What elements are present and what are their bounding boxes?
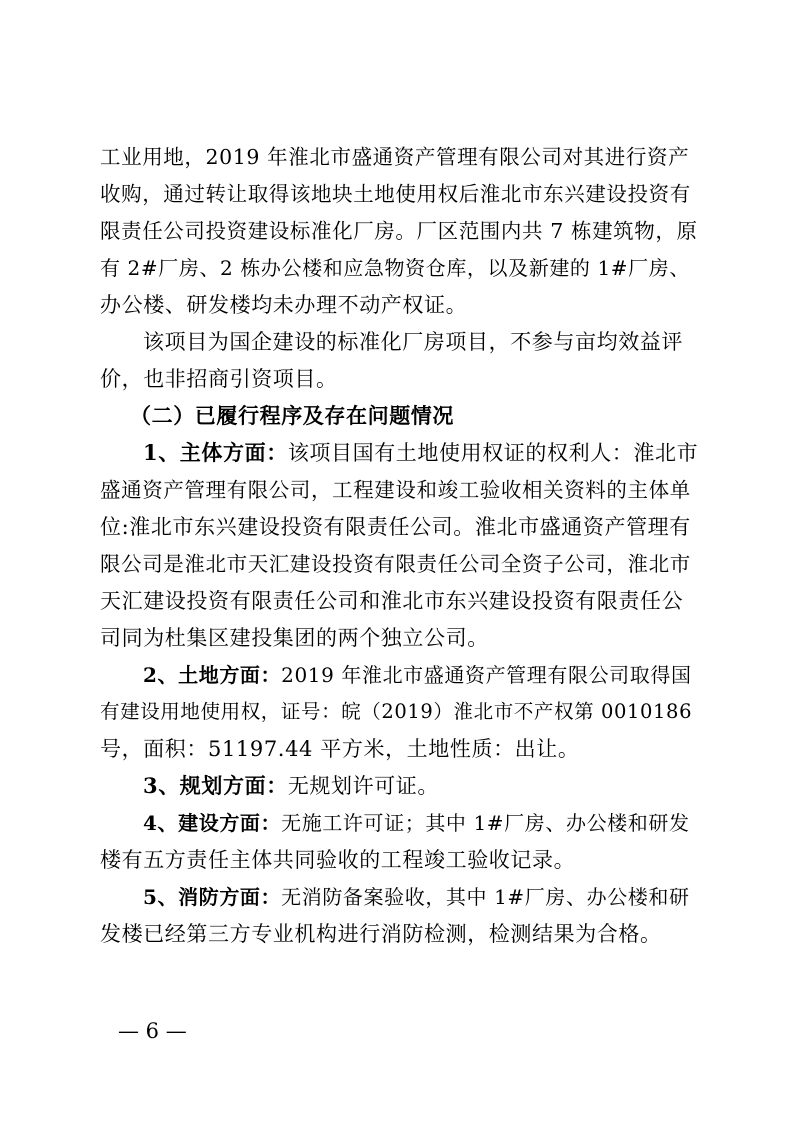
body-line: 位:淮北市东兴建设投资有限责任公司。淮北市盛通资产管理有 bbox=[100, 515, 691, 539]
item-1-text: 该项目国有土地使用权证的权利人：淮北市 bbox=[287, 441, 699, 465]
item-4-first-line bbox=[143, 808, 690, 838]
item-2-text: 2019 年淮北市盛通资产管理有限公司取得国 bbox=[281, 663, 692, 687]
item-3-text: 无规划许可证。 bbox=[287, 774, 440, 798]
item-5-first-line bbox=[143, 882, 690, 912]
item-5-label: 5、消防方面： bbox=[143, 885, 282, 909]
item-3-first-line bbox=[143, 771, 439, 801]
page-number: — 6 — bbox=[118, 1019, 187, 1043]
body-line: 该项目为国企建设的标准化厂房项目，不参与亩均效益评 bbox=[143, 330, 683, 354]
body-line: 号，面积：51197.44 平方米，土地性质：出让。 bbox=[100, 737, 580, 761]
body-line: 收购，通过转让取得该地块土地使用权后淮北市东兴建设投资有 bbox=[100, 182, 691, 206]
item-4-text: 无施工许可证；其中 1#厂房、办公楼和研发 bbox=[281, 811, 690, 835]
body-line: 办公楼、研发楼均未办理不动产权证。 bbox=[100, 293, 468, 317]
item-2-label: 2、土地方面： bbox=[143, 663, 282, 687]
body-line: 工业用地，2019 年淮北市盛通资产管理有限公司对其进行资产 bbox=[100, 145, 690, 169]
item-5-text: 无消防备案验收，其中 1#厂房、办公楼和研 bbox=[281, 885, 690, 909]
body-line: 有 2#厂房、2 栋办公楼和应急物资仓库，以及新建的 1#厂房、 bbox=[100, 256, 690, 280]
body-line: 天汇建设投资有限责任公司和淮北市东兴建设投资有限责任公 bbox=[100, 589, 684, 613]
body-line: 限责任公司投资建设标准化厂房。厂区范围内共 7 栋建筑物，原 bbox=[100, 219, 698, 243]
body-line: 盛通资产管理有限公司，工程建设和竣工验收相关资料的主体单 bbox=[100, 478, 691, 502]
section-heading: （二）已履行程序及存在问题情况 bbox=[130, 403, 454, 428]
body-line: 价，也非招商引资项目。 bbox=[100, 367, 338, 391]
body-line: 限公司是淮北市天汇建设投资有限责任公司全资子公司，淮北市 bbox=[100, 552, 691, 576]
body-line: 发楼已经第三方专业机构进行消防检测，检测结果为合格。 bbox=[100, 922, 662, 946]
item-1-first-line bbox=[143, 438, 698, 468]
body-line: 司同为杜集区建投集团的两个独立公司。 bbox=[100, 626, 489, 650]
body-line: 楼有五方责任主体共同验收的工程竣工验收记录。 bbox=[100, 848, 576, 872]
item-4-label: 4、建设方面： bbox=[143, 811, 282, 835]
item-2-first-line bbox=[143, 660, 692, 690]
item-1-label: 1、主体方面： bbox=[143, 440, 288, 465]
body-line: 有建设用地使用权，证号：皖（2019）淮北市不产权第 0010186 bbox=[100, 700, 693, 723]
item-3-label: 3、规划方面： bbox=[143, 773, 288, 798]
